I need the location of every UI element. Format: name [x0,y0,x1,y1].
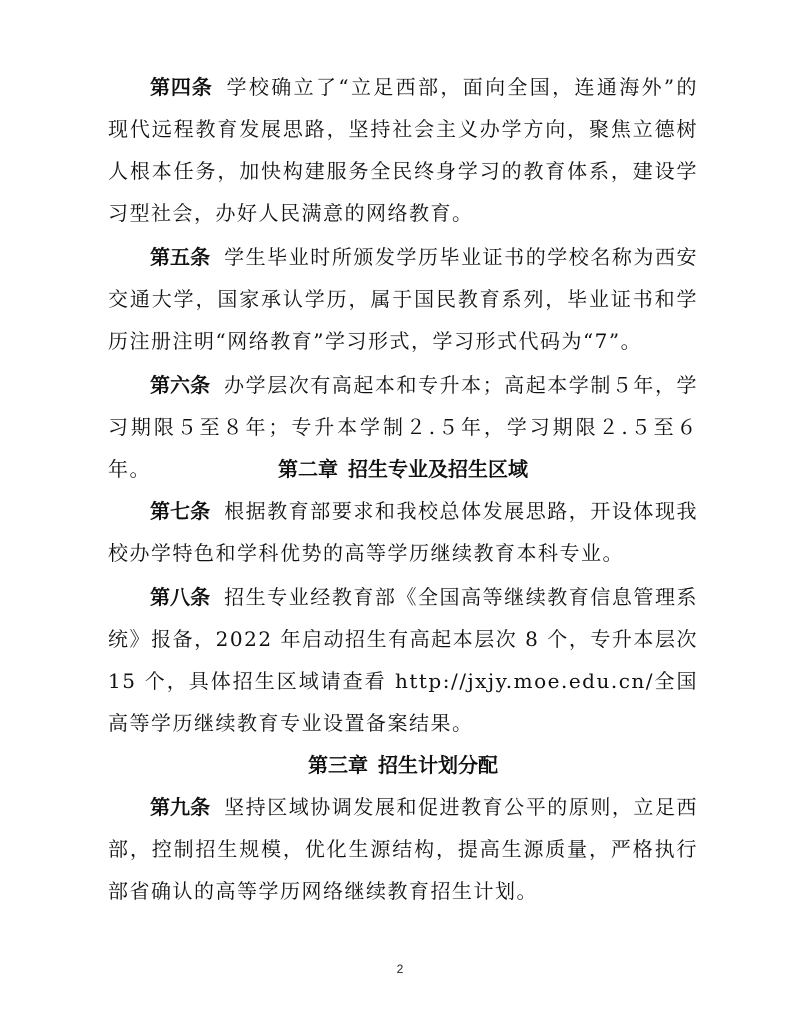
article-9-label: 第九条 [150,795,211,819]
chapter-2-title: 招生专业及招生区域 [348,457,528,481]
article-9 [108,786,698,912]
article-6-text: 办学层次有高起本和专升本；高起本学制５年，学习期限５至８年；专升本学制２.５年，学习期限２.５至６年。 [108,373,698,481]
chapter-3-title: 招生计划分配 [378,753,498,777]
article-7 [108,490,698,574]
article-8-label: 第八条 [150,585,211,609]
article-4-label: 第四条 [150,75,213,99]
article-8-text: 招生专业经教育部《全国高等继续教育信息管理系统》报备，2022 年启动招生有高起本层次 8 个，专升本层次 15 个，具体招生区域请查看 http://jxjy.moe.edu.cn/全国高等学历继续教育专业设置备案结果。 [108,585,698,735]
chapter-2-heading [108,448,698,490]
article-9-text: 坚持区域协调发展和促进教育公平的原则，立足西部，控制招生规模，优化生源结构，提高生源质量，严格执行部省确认的高等学历网络继续教育招生计划。 [108,795,698,903]
article-8 [108,576,698,744]
article-7-label: 第七条 [150,499,211,523]
article-6-label: 第六条 [150,373,211,397]
article-7-text: 根据教育部要求和我校总体发展思路，开设体现我校办学特色和学科优势的高等学历继续教育本科专业。 [108,499,698,565]
article-5-label: 第五条 [150,245,211,269]
article-4-text: 学校确立了“立足西部，面向全国，连通海外”的现代远程教育发展思路，坚持社会主义办学方向，聚焦立德树人根本任务，加快构建服务全民终身学习的教育体系，建设学习型社会，办好人民满意的网络教育。 [108,75,699,225]
chapter-3-number: 第三章 [308,753,368,777]
chapter-3-heading [108,744,698,786]
page-number: 2 [396,962,404,976]
chapter-2-number: 第二章 [278,457,338,481]
article-5-text: 学生毕业时所颁发学历毕业证书的学校名称为西安交通大学，国家承认学历，属于国民教育系列，毕业证书和学历注册注明“网络教育”学习形式，学习形式代码为“7”。 [108,245,698,353]
article-5 [108,236,698,362]
article-4 [108,66,698,234]
